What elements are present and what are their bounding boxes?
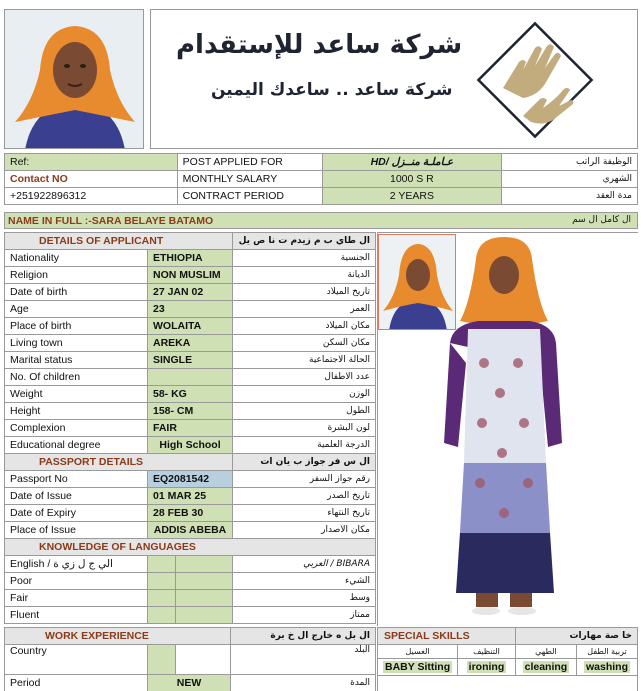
details-label: Complexion: [5, 420, 148, 437]
details-row: [5, 301, 376, 318]
passport-value: ADDIS ABEBA: [148, 522, 233, 539]
applicant-portrait-photo: [4, 9, 144, 149]
passport-label-ar: تاريخ الصدر: [233, 488, 376, 505]
skill-item: [577, 659, 638, 676]
passport-section-title-ar: ال س فر جواز ب يان ات: [233, 454, 376, 471]
details-value: 158- CM: [148, 403, 233, 420]
language-label-ar: BIBARA / العربي: [233, 556, 376, 573]
skill-label-ar: الغسيل: [378, 645, 458, 659]
language-label-ar: وسط: [233, 590, 376, 607]
language-row: [5, 607, 376, 624]
details-label: No. Of children: [5, 369, 148, 386]
language-level-cell: [148, 590, 233, 607]
skill-highlight: washing: [586, 661, 629, 673]
details-label: Religion: [5, 267, 148, 284]
hands-logo-icon: [473, 18, 597, 142]
details-value: 23: [148, 301, 233, 318]
skills-section-title-ar: خا صة مهارات: [515, 628, 637, 645]
details-row: [5, 369, 376, 386]
details-label: Place of birth: [5, 318, 148, 335]
work-section-title: WORK EXPERIENCE: [5, 628, 231, 645]
applicant-passport-photo: [378, 234, 456, 330]
details-label-ar: الدرجة العلمية: [233, 437, 376, 454]
details-value: 58- KG: [148, 386, 233, 403]
details-label-ar: عدد الاطفال: [233, 369, 376, 386]
language-row: [5, 590, 376, 607]
details-label-ar: الطول: [233, 403, 376, 420]
skill-label-ar: الطهي: [515, 645, 576, 659]
details-row: [5, 437, 376, 454]
details-row: [5, 284, 376, 301]
post-applied-label: POST APPLIED FOR: [177, 154, 322, 171]
passport-value: EQ2081542: [148, 471, 233, 488]
details-label: Nationality: [5, 250, 148, 267]
skill-label-ar: التنظيف: [458, 645, 516, 659]
post-applied-value: HD/ عـاملـة منــزل: [322, 154, 502, 171]
details-value: AREKA: [148, 335, 233, 352]
details-label: Living town: [5, 335, 148, 352]
details-row: [5, 403, 376, 420]
language-label: English / الي ج ل زي ة: [5, 556, 148, 573]
details-row: [5, 335, 376, 352]
work-country-cell-2: [176, 645, 231, 675]
passport-row: [5, 471, 376, 488]
skills-section-title: SPECIAL SKILLS: [378, 628, 516, 645]
ref-label: Ref:: [5, 154, 178, 171]
language-level-cell: [148, 556, 233, 573]
details-label: Weight: [5, 386, 148, 403]
language-label: Fair: [5, 590, 148, 607]
skill-item: [515, 659, 576, 676]
contract-period-ar: مدة العقد: [502, 188, 638, 205]
passport-label: Date of Expiry: [5, 505, 148, 522]
contract-period-value: 2 YEARS: [322, 188, 502, 205]
details-section-title-ar: ال طاي ب م زيدم ت نا ص يل: [233, 233, 376, 250]
work-country-label: Country: [5, 645, 148, 675]
applicant-details-table: [4, 232, 376, 624]
contact-label: Contact NO: [5, 171, 178, 188]
details-label: Educational degree: [5, 437, 148, 454]
work-period-label: Period: [5, 675, 148, 691]
details-value: WOLAITA: [148, 318, 233, 335]
details-label-ar: العمر: [233, 301, 376, 318]
details-label-ar: تاريخ الميلاد: [233, 284, 376, 301]
details-value: FAIR: [148, 420, 233, 437]
post-info-table: [4, 153, 638, 205]
details-row: [5, 420, 376, 437]
full-name-ar: ال كامل ال سم: [572, 215, 631, 225]
contract-period-label: CONTRACT PERIOD: [177, 188, 322, 205]
details-row: [5, 318, 376, 335]
details-value: ETHIOPIA: [148, 250, 233, 267]
special-skills-table: [377, 627, 638, 691]
monthly-salary-label: MONTHLY SALARY: [177, 171, 322, 188]
details-value: NON MUSLIM: [148, 267, 233, 284]
details-label-ar: لون البشرة: [233, 420, 376, 437]
monthly-salary-ar: الشهري: [502, 171, 638, 188]
passport-row: [5, 522, 376, 539]
details-label: Age: [5, 301, 148, 318]
details-row: [5, 352, 376, 369]
logo-company-name: شركة ساعد للإستقدام: [176, 30, 463, 60]
passport-section-title: PASSPORT DETAILS: [5, 454, 233, 471]
details-label-ar: الحالة الاجتماعية: [233, 352, 376, 369]
language-level-cell: [148, 607, 233, 624]
full-name: NAME IN FULL :-SARA BELAYE BATAMO: [8, 215, 214, 227]
details-value: High School: [148, 437, 233, 454]
details-label-ar: الديانة: [233, 267, 376, 284]
language-row: [5, 556, 376, 573]
monthly-salary-value: 1000 S R: [322, 171, 502, 188]
details-value: SINGLE: [148, 352, 233, 369]
passport-label-ar: مكان الاصدار: [233, 522, 376, 539]
skill-item: [458, 659, 516, 676]
skill-highlight: ironing: [468, 661, 505, 673]
work-experience-table: [4, 627, 376, 691]
details-section-title: DETAILS OF APPLICANT: [5, 233, 233, 250]
passport-label-ar: رقم جواز السفر: [233, 471, 376, 488]
details-label: Marital status: [5, 352, 148, 369]
language-label-ar: ممتاز: [233, 607, 376, 624]
work-country-cell: [148, 645, 176, 675]
language-label: Poor: [5, 573, 148, 590]
details-label: Date of birth: [5, 284, 148, 301]
details-value: 27 JAN 02: [148, 284, 233, 301]
skill-item: [378, 659, 458, 676]
language-label: Fluent: [5, 607, 148, 624]
skills-spacer: [378, 676, 638, 691]
work-section-title-ar: ال بل ه خارج ال خ برة: [231, 628, 376, 645]
passport-row: [5, 488, 376, 505]
language-row: [5, 573, 376, 590]
passport-label: Passport No: [5, 471, 148, 488]
skill-label-ar: تربية الطفل: [577, 645, 638, 659]
skill-highlight: cleaning: [524, 661, 568, 673]
work-period-value: NEW: [148, 675, 231, 691]
logo-slogan: شركة ساعد .. ساعدك اليمين: [211, 80, 453, 100]
company-logo-banner: [150, 9, 638, 149]
passport-label: Date of Issue: [5, 488, 148, 505]
language-label-ar: الشيء: [233, 573, 376, 590]
details-label-ar: مكان الميلاد: [233, 318, 376, 335]
details-label-ar: مكان السكن: [233, 335, 376, 352]
languages-section-title: KNOWLEDGE OF LANGUAGES: [5, 539, 376, 556]
details-value: [148, 369, 233, 386]
contact-phone: +251922896312: [5, 188, 178, 205]
passport-label: Place of Issue: [5, 522, 148, 539]
skill-highlight: BABY Sitting: [385, 661, 451, 673]
full-name-bar: [4, 212, 638, 229]
passport-label-ar: تاريخ النتهاء: [233, 505, 376, 522]
details-row: [5, 386, 376, 403]
post-applied-ar: الوظيفة الراتب: [502, 154, 638, 171]
details-label-ar: الجنسية: [233, 250, 376, 267]
details-row: [5, 267, 376, 284]
work-period-ar: المدة: [231, 675, 376, 691]
details-row: [5, 250, 376, 267]
passport-row: [5, 505, 376, 522]
passport-value: 28 FEB 30: [148, 505, 233, 522]
work-country-ar: البلد: [231, 645, 376, 675]
passport-value: 01 MAR 25: [148, 488, 233, 505]
details-label: Height: [5, 403, 148, 420]
language-level-cell: [148, 573, 233, 590]
details-label-ar: الوزن: [233, 386, 376, 403]
